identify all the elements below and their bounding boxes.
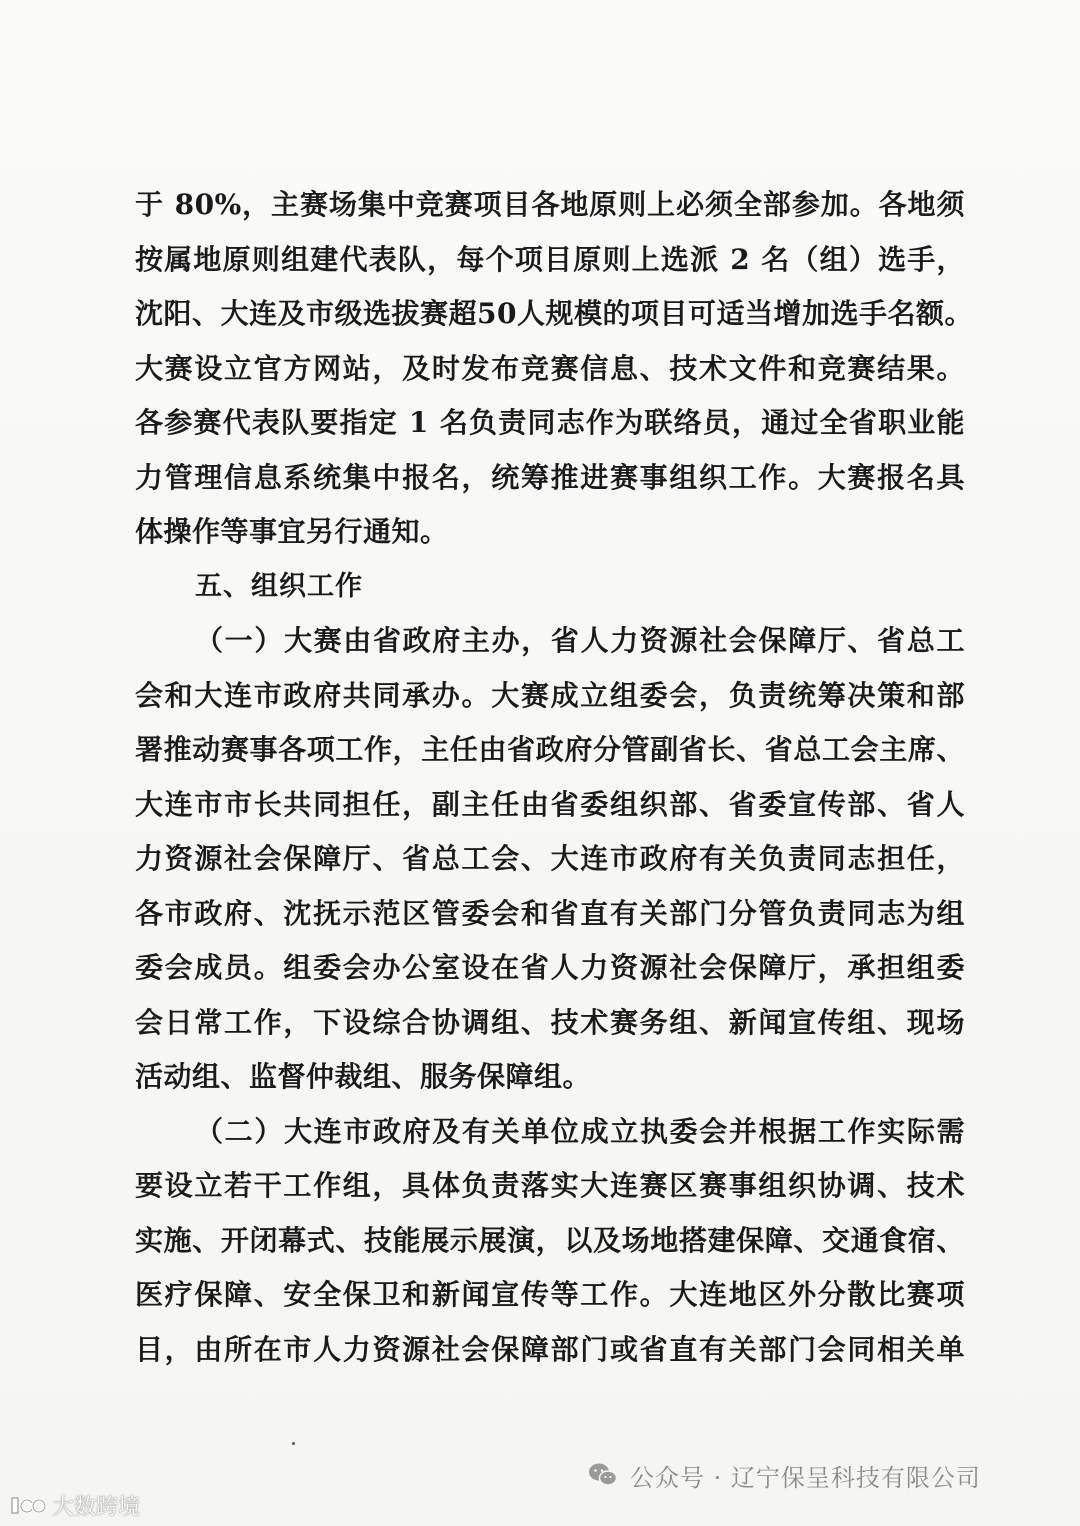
body-line: 要设立若干工作组，具体负责落实大连赛区赛事组织协调、技术 bbox=[135, 1169, 965, 1202]
scan-speck bbox=[292, 1442, 295, 1445]
body-line: 体操作等事宜另行通知。 bbox=[135, 515, 449, 548]
body-line: 会日常工作，下设综合协调组、技术赛务组、新闻宣传组、现场 bbox=[135, 1005, 965, 1039]
body-line: 于 80%，主赛场集中竞赛项目各地原则上必须全部参加。各地须 bbox=[135, 188, 965, 221]
document-body bbox=[135, 178, 973, 1377]
body-line: 大赛设立官方网站，及时发布竞赛信息、技术文件和竞赛结果。 bbox=[135, 351, 965, 385]
body-line: 大连市市长共同担任，副主任由省委组织部、省委宣传部、省人 bbox=[135, 787, 965, 821]
body-line: 署推动赛事各项工作，主任由省政府分管副省长、省总工会主席、 bbox=[135, 733, 965, 766]
body-line: 目，由所在市人力资源社会保障部门或省直有关部门会同相关单 bbox=[135, 1332, 965, 1366]
section-heading: 五、组织工作 bbox=[195, 570, 363, 602]
wechat-footer bbox=[588, 1455, 981, 1495]
body-line: 力资源社会保障厅、省总工会、大连市政府有关负责同志担任， bbox=[135, 842, 965, 875]
body-line: 各市政府、沈抚示范区管委会和省直有关部门分管负责同志为组 bbox=[135, 896, 965, 930]
wechat-icon bbox=[588, 1462, 618, 1488]
watermark-text: 大数跨境 bbox=[52, 1495, 141, 1520]
body-line: 实施、开闭幕式、技能展示展演，以及场地搭建保障、交通食宿、 bbox=[135, 1223, 965, 1257]
body-line: 按属地原则组建代表队，每个项目原则上选派 2 名（组）选手， bbox=[135, 242, 965, 276]
paragraph-start: （一）大赛由省政府主办，省人力资源社会保障厅、省总工 bbox=[195, 624, 965, 657]
paragraph-start: （二）大连市政府及有关单位成立执委会并根据工作实际需 bbox=[195, 1114, 965, 1148]
body-line: 医疗保障、安全保卫和新闻宣传等工作。大连地区外分散比赛项 bbox=[135, 1278, 965, 1311]
body-line: 活动组、监督仲裁组、服务保障组。 bbox=[135, 1060, 592, 1093]
body-line: 沈阳、大连及市级选拔赛超50人规模的项目可适当增加选手名额。 bbox=[135, 297, 973, 330]
body-line: 力管理信息系统集中报名，统筹推进赛事组织工作。大赛报名具 bbox=[135, 460, 965, 494]
watermark bbox=[8, 1490, 140, 1521]
footer-text: 公众号 · 辽宁保呈科技有限公司 bbox=[630, 1463, 981, 1492]
body-line: 会和大连市政府共同承办。大赛成立组委会，负责统筹决策和部 bbox=[135, 678, 965, 712]
body-line: 各参赛代表队要指定 1 名负责同志作为联络员，通过全省职业能 bbox=[135, 406, 965, 439]
watermark-logo-icon bbox=[8, 1493, 48, 1519]
body-line: 委会成员。组委会办公室设在省人力资源社会保障厅，承担组委 bbox=[135, 951, 965, 984]
